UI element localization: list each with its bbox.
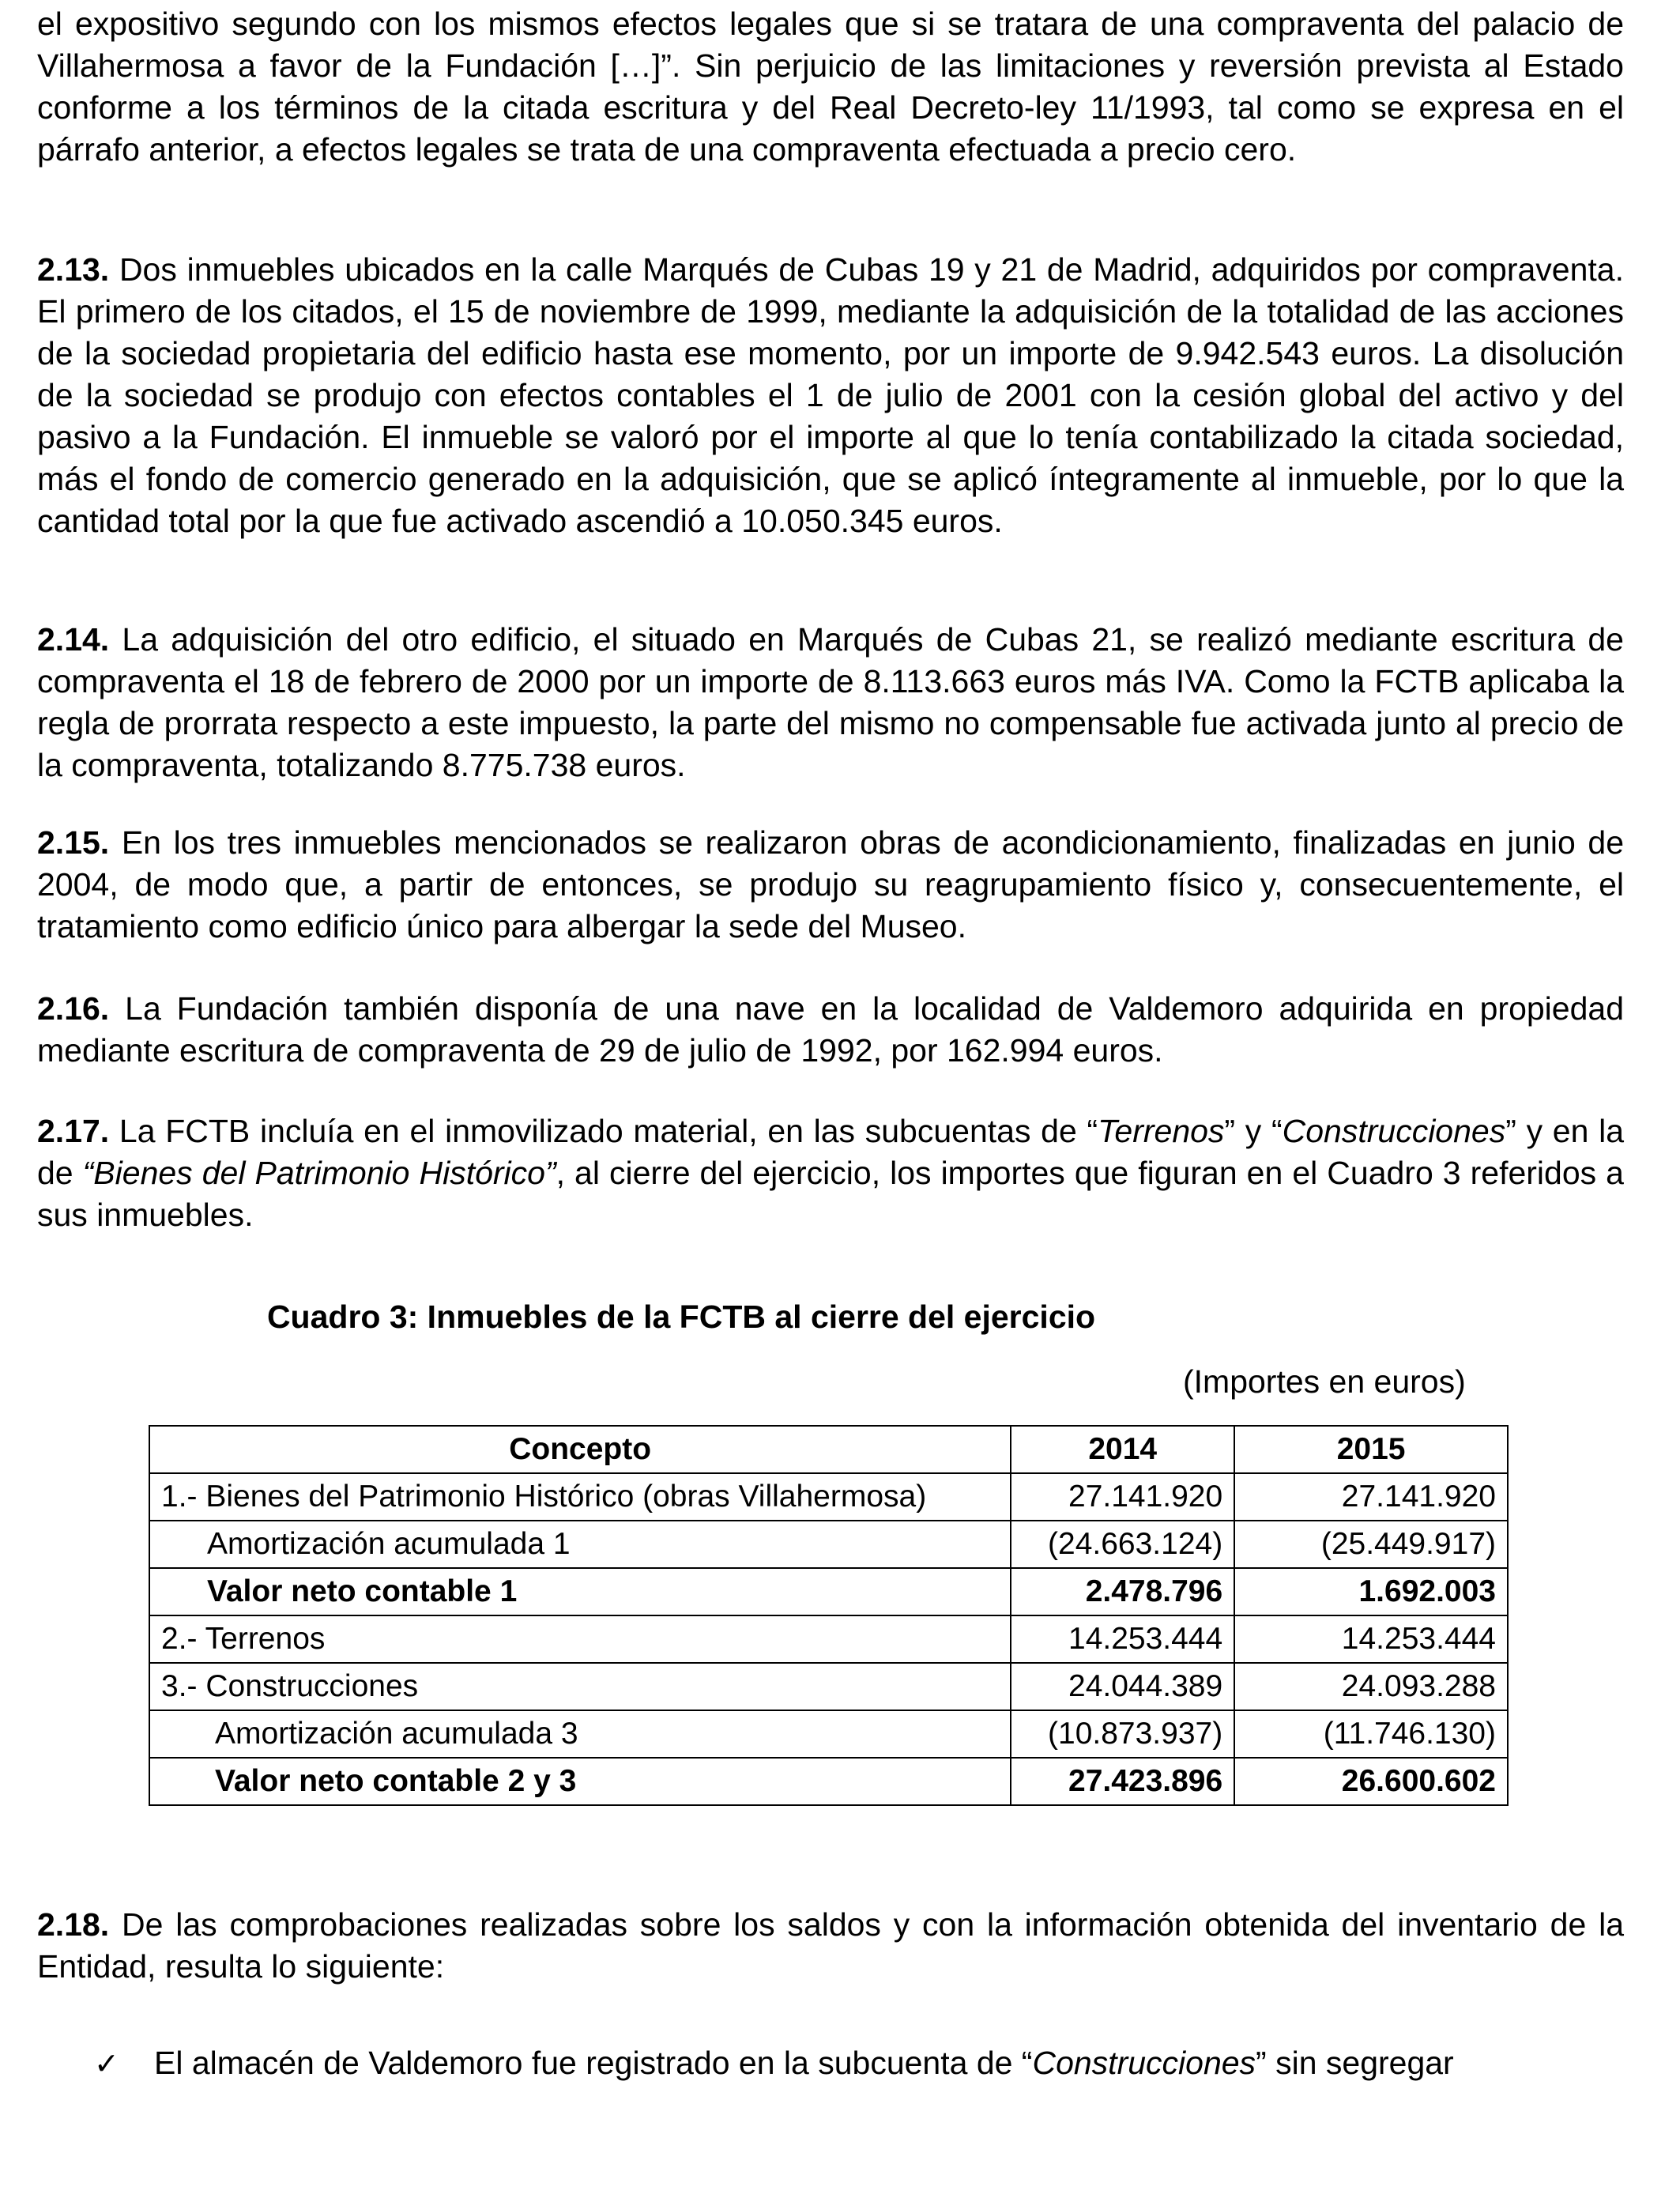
text-run: La adquisición del otro edificio, el situado en Marqués de Cubas 21, se realizó mediante escritura de compraventa el 18 de febrero de 2000 por un importe de 8.113.663 euros más IVA. Como la FCTB aplicaba la regla de prorrata respecto a este impuesto, la parte del mismo no compensable fue activada junto al precio de la compraventa, totalizando 8.775.738 euros. bbox=[37, 621, 1624, 783]
table-row bbox=[149, 1663, 1508, 1710]
italic-text: “Bienes del Patrimonio Histórico” bbox=[82, 1155, 556, 1191]
cell-2015: 27.141.920 bbox=[1234, 1473, 1508, 1521]
paragraph-2-13 bbox=[37, 249, 1624, 542]
table-row bbox=[149, 1710, 1508, 1758]
cell-2015: 24.093.288 bbox=[1234, 1663, 1508, 1710]
text-run: De las comprobaciones realizadas sobre los saldos y con la información obtenida del inventario de la Entidad, resulta lo siguiente: bbox=[37, 1906, 1624, 1985]
paragraph-2-18 bbox=[37, 1904, 1624, 1988]
cell-2015: (25.449.917) bbox=[1234, 1521, 1508, 1568]
text-run: El almacén de Valdemoro fue registrado en la subcuenta de “ bbox=[154, 2045, 1033, 2081]
paragraph-number: 2.13. bbox=[37, 251, 110, 288]
text-run: ” y “ bbox=[1224, 1113, 1283, 1149]
paragraph-2-15 bbox=[37, 822, 1624, 948]
table-row bbox=[149, 1758, 1508, 1805]
cell-concepto: 3.- Construcciones bbox=[149, 1663, 1011, 1710]
cell-concepto: Valor neto contable 1 bbox=[149, 1568, 1011, 1615]
bullet-text bbox=[154, 2045, 1454, 2081]
table-units-note: (Importes en euros) bbox=[1183, 1363, 1466, 1400]
cell-2014: 14.253.444 bbox=[1011, 1615, 1234, 1663]
paragraph-continuation bbox=[37, 3, 1624, 171]
cell-concepto: Amortización acumulada 3 bbox=[149, 1710, 1011, 1758]
cell-2015: 14.253.444 bbox=[1234, 1615, 1508, 1663]
paragraph-number: 2.16. bbox=[37, 990, 110, 1027]
table-row bbox=[149, 1473, 1508, 1521]
table-title: Cuadro 3: Inmuebles de la FCTB al cierre del ejercicio bbox=[266, 1299, 1096, 1335]
cell-2015: (11.746.130) bbox=[1234, 1710, 1508, 1758]
paragraph-2-16 bbox=[37, 988, 1624, 1072]
cell-2015: 26.600.602 bbox=[1234, 1758, 1508, 1805]
text-run: La Fundación también disponía de una nave en la localidad de Valdemoro adquirida en propiedad mediante escritura de compraventa de 29 de julio de 1992, por 162.994 euros. bbox=[37, 990, 1624, 1069]
check-icon: ✓ bbox=[94, 2046, 119, 2081]
paragraph-number: 2.15. bbox=[37, 824, 110, 861]
table-row bbox=[149, 1521, 1508, 1568]
paragraph-2-14 bbox=[37, 619, 1624, 786]
cell-concepto: Amortización acumulada 1 bbox=[149, 1521, 1011, 1568]
text-run: , al cierre del ejercicio, los importes que figuran en el Cuadro 3 referidos a sus inmuebles. bbox=[37, 1155, 1624, 1233]
inmuebles-table bbox=[149, 1425, 1509, 1806]
cell-concepto: 1.- Bienes del Patrimonio Histórico (obras Villahermosa) bbox=[149, 1473, 1011, 1521]
cell-2014: 2.478.796 bbox=[1011, 1568, 1234, 1615]
header-concepto: Concepto bbox=[149, 1426, 1011, 1473]
table-header-row bbox=[149, 1426, 1508, 1473]
paragraph-number: 2.14. bbox=[37, 621, 110, 658]
text-run: La FCTB incluía en el inmovilizado material, en las subcuentas de “ bbox=[109, 1113, 1098, 1149]
paragraph-2-17 bbox=[37, 1110, 1624, 1236]
cell-concepto: Valor neto contable 2 y 3 bbox=[149, 1758, 1011, 1805]
cell-concepto: 2.- Terrenos bbox=[149, 1615, 1011, 1663]
italic-text: Construcciones bbox=[1032, 2045, 1256, 2081]
paragraph-number: 2.17. bbox=[37, 1113, 110, 1149]
text-run: ” sin segregar bbox=[1256, 2045, 1454, 2081]
cell-2014: (24.663.124) bbox=[1011, 1521, 1234, 1568]
cell-2014: (10.873.937) bbox=[1011, 1710, 1234, 1758]
bullet-item bbox=[94, 2042, 1624, 2085]
header-2015: 2015 bbox=[1234, 1426, 1508, 1473]
italic-text: Terrenos bbox=[1098, 1113, 1225, 1149]
paragraph-number: 2.18. bbox=[37, 1906, 110, 1943]
header-2014: 2014 bbox=[1011, 1426, 1234, 1473]
table-row bbox=[149, 1615, 1508, 1663]
cell-2014: 24.044.389 bbox=[1011, 1663, 1234, 1710]
cell-2015: 1.692.003 bbox=[1234, 1568, 1508, 1615]
text-run: En los tres inmuebles mencionados se realizaron obras de acondicionamiento, finalizadas en junio de 2004, de modo que, a partir de entonces, se produjo su reagrupamiento físico y, consecuentemente, el tratamiento como edificio único para albergar la sede del Museo. bbox=[37, 824, 1624, 944]
text-run: Dos inmuebles ubicados en la calle Marqués de Cubas 19 y 21 de Madrid, adquiridos por compraventa. El primero de los citados, el 15 de noviembre de 1999, mediante la adquisición de la totalidad de las acciones de la sociedad propietaria del edificio hasta ese momento, por un importe de 9.942.543 euros. La disolución de la sociedad se produjo con efectos contables el 1 de julio de 2001 con la cesión global del activo y del pasivo a la Fundación. El inmueble se valoró por el importe al que lo tenía contabilizado la citada sociedad, más el fondo de comercio generado en la adquisición, que se aplicó íntegramente al inmueble, por lo que la cantidad total por la que fue activado ascendió a 10.050.345 euros. bbox=[37, 251, 1624, 539]
text-run: ” y en la de bbox=[37, 1113, 1624, 1191]
table-row bbox=[149, 1568, 1508, 1615]
cell-2014: 27.141.920 bbox=[1011, 1473, 1234, 1521]
text-run: el expositivo segundo con los mismos efectos legales que si se tratara de una compraventa del palacio de Villahermosa a favor de la Fundación […]”. Sin perjuicio de las limitaciones y reversión prevista al Estado conforme a los términos de la citada escritura y del Real Decreto-ley 11/1993, tal como se expresa en el párrafo anterior, a efectos legales se trata de una compraventa efectuada a precio cero. bbox=[37, 6, 1624, 168]
cell-2014: 27.423.896 bbox=[1011, 1758, 1234, 1805]
italic-text: Construcciones bbox=[1282, 1113, 1506, 1149]
